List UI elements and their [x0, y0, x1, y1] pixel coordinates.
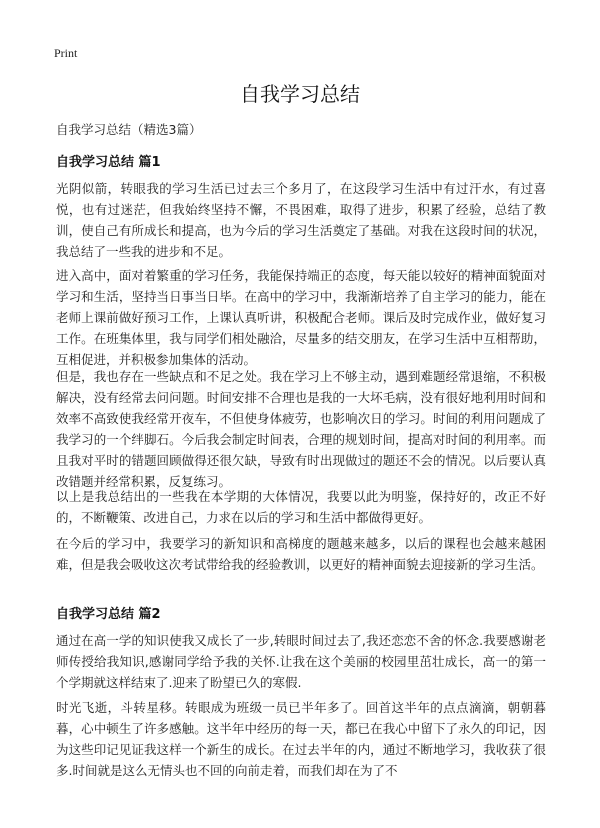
document-subtitle: 自我学习总结（精选3篇） — [56, 122, 202, 137]
section-heading-2: 自我学习总结 篇2 — [56, 607, 161, 622]
paragraph: 光阴似箭，转眼我的学习生活已过去三个多月了，在这段学习生活中有过汗水，有过喜悦，也有过迷茫，但我始终坚持不懈，不畏困难，取得了进步，积累了经验，总结了教训，使自己有所成长和提高，也为今后的学习生活奠定了基础。对我在这段时间的状况，我总结了一些我的进步和不足。 — [56, 181, 546, 259]
paragraph: 但是，我也存在一些缺点和不足之处。我在学习上不够主动，遇到难题经常退缩，不积极解决，没有经常去问问题。时间安排不合理也是我的一大坏毛病，没有很好地利用时间和效率不高致使我经常开夜车，不但使身体疲劳，也影响次日的学习。时间的利用问题成了我学习的一个绊脚石。今后我会制定时间表，合理的规划时间，提高对时间的利用率。而且我对平时的错题回顾做得还很欠缺，导致有时出现做过的题还不会的情况。以后要认真改错题并经常积累，反复练习。 — [56, 369, 546, 489]
paragraph: 以上是我总结出的一些我在本学期的大体情况，我要以此为明鉴，保持好的，改正不好的，不断鞭策、改进自己，力求在以后的学习和生活中都做得更好。 — [56, 489, 546, 525]
paragraph: 时光飞逝，斗转星移。转眼成为班级一员已半年多了。回首这半年的点点滴滴，朝朝暮暮，心中顿生了许多感触。这半年中经历的每一天，都已在我心中留下了永久的印记，因为这些印记见证我这样一个新生的成长。在过去半年的内，通过不断地学习，我收获了很多.时间就是这么无情头也不回的向前走着，而我们却在为了不 — [56, 700, 546, 778]
page-title: 自我学习总结 — [240, 82, 360, 106]
print-link[interactable]: Print — [54, 46, 78, 60]
paragraph: 通过在高一学的知识使我又成长了一步,转眼时间过去了,我还恋恋不舍的怀念.我要感谢老师传授给我知识,感谢同学给予我的关怀.让我在这个美丽的校园里茁壮成长，高一的第一个学期就这样结束了.迎来了盼望已久的寒假. — [56, 633, 546, 690]
paragraph: 进入高中，面对着繁重的学习任务，我能保持端正的态度，每天能以较好的精神面貌面对学习和生活，坚持当日事当日毕。在高中的学习中，我渐渐培养了自主学习的能力，能在老师上课前做好预习工作，上课认真听讲，积极配合老师。课后及时完成作业，做好复习工作。在班集体里，我与同学们相处融洽，尽量多的结交朋友，在学习生活中互相帮助，互相促进，并积极参加集体的活动。 — [56, 268, 546, 367]
section-heading-1: 自我学习总结 篇1 — [56, 155, 161, 170]
paragraph: 在今后的学习中，我要学习的新知识和高梯度的题越来越多，以后的课程也会越来越困难，但是我会吸收这次考试带给我的经验教训，以更好的精神面貌去迎接新的学习生活。 — [56, 536, 546, 572]
